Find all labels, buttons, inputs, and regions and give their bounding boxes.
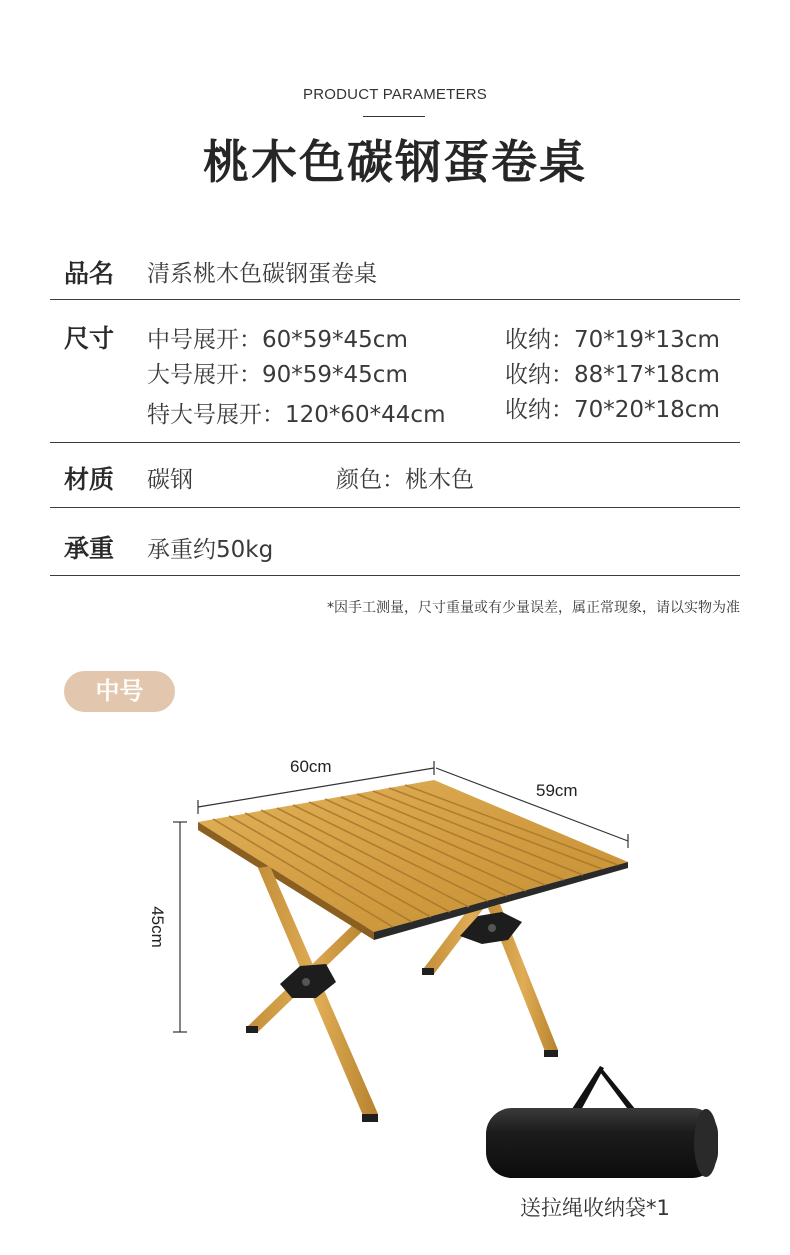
size-unfolded-medium: 中号展开：60*59*45cm	[147, 327, 408, 353]
measurement-note: *因手工测量，尺寸重量或有少量误差，属正常现象，请以实物为准	[327, 600, 740, 616]
divider	[50, 442, 740, 443]
spec-value-name: 清系桃木色碳钢蛋卷桌	[147, 261, 377, 287]
hinge-left	[280, 964, 336, 998]
size-badge: 中号	[64, 671, 175, 712]
eyebrow-underline	[363, 116, 425, 117]
dim-label-depth: 59cm	[536, 781, 578, 800]
page-title: 桃木色碳钢蛋卷桌	[203, 135, 587, 189]
size-folded-xlarge: 收纳：70*20*18cm	[505, 397, 720, 423]
product-illustration	[0, 740, 790, 1240]
height-dimension-line	[173, 822, 187, 1032]
divider	[50, 507, 740, 508]
spec-label-size: 尺寸	[64, 324, 115, 353]
size-folded-medium: 收纳：70*19*13cm	[505, 327, 720, 353]
spec-value-load: 承重约50kg	[147, 537, 274, 563]
gift-caption: 送拉绳收纳袋*1	[520, 1196, 670, 1220]
divider	[50, 299, 740, 300]
spec-label-load: 承重	[64, 534, 115, 563]
storage-bag	[486, 1066, 718, 1178]
divider	[50, 575, 740, 576]
section-eyebrow: PRODUCT PARAMETERS	[303, 86, 487, 103]
dim-label-height: 45cm	[147, 906, 167, 948]
spec-label-material: 材质	[64, 465, 115, 494]
table-top	[198, 780, 628, 940]
size-unfolded-xlarge: 特大号展开：120*60*44cm	[147, 402, 446, 428]
spec-value-material: 碳钢	[147, 467, 193, 493]
dim-label-width: 60cm	[290, 757, 332, 776]
spec-label-name: 品名	[64, 259, 115, 288]
spec-value-color: 颜色：桃木色	[336, 467, 474, 493]
size-folded-large: 收纳：88*17*18cm	[505, 362, 720, 388]
size-unfolded-large: 大号展开：90*59*45cm	[147, 362, 408, 388]
